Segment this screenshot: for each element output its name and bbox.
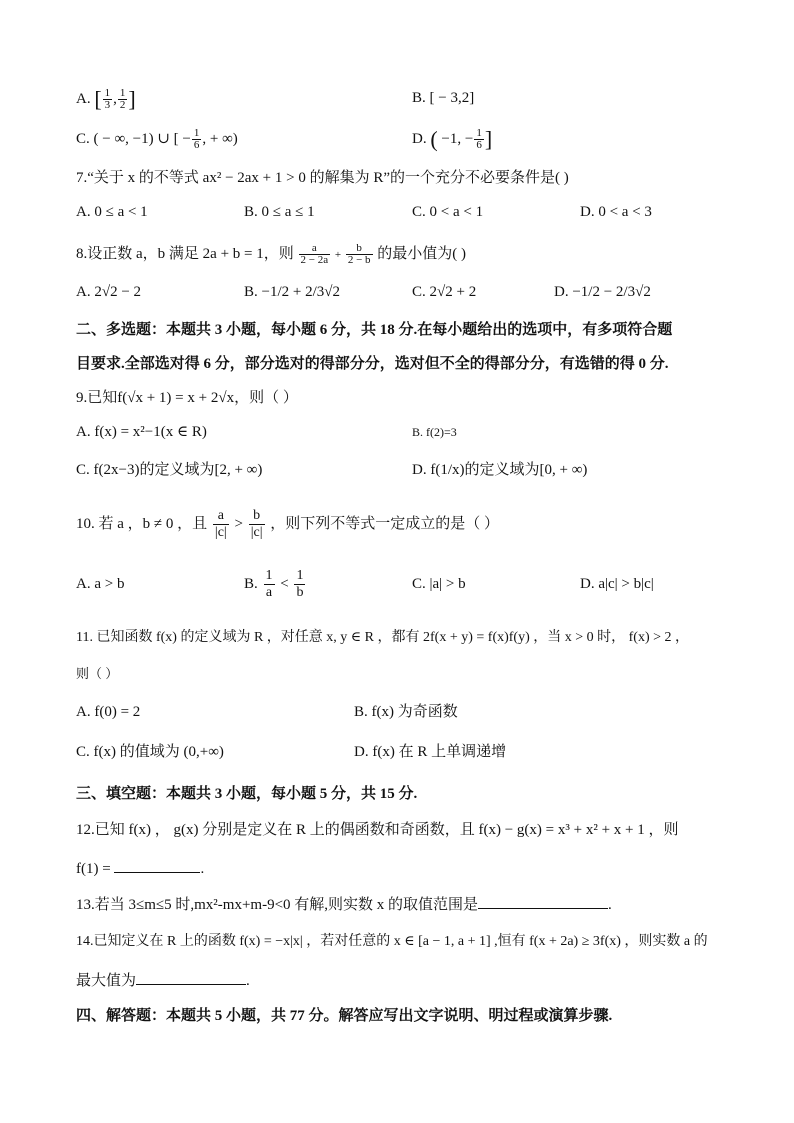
q11-option-d: D. f(x) 在 R 上单调递增: [354, 744, 507, 760]
q13-post: .: [608, 897, 612, 913]
q9-stem: 9.已知f(√x + 1) = x + 2√x，则（ ）: [76, 390, 298, 406]
q11-stem-line2: 则（ ）: [76, 666, 119, 681]
q10-stem: [76, 504, 499, 544]
q13-answer-blank[interactable]: [478, 894, 608, 909]
q11-option-c: C. f(x) 的值域为 (0,+∞): [76, 744, 224, 760]
q10-b-frac1-den: a: [264, 584, 275, 601]
q13-line: [76, 894, 612, 915]
q8-option-a: A. 2√2 − 2: [76, 284, 142, 300]
q6-option-a-label: A.: [76, 90, 91, 107]
q9-option-c: C. f(2x−3)的定义域为[2, + ∞): [76, 462, 263, 478]
q8-stem-pre: 8.设正数 a，b 满足 2a + b = 1，则: [76, 246, 294, 262]
section2-heading-line1: 二、多选题：本题共 3 小题，每小题 6 分，共 18 分.在每小题给出的选项中，有多项符合题: [76, 322, 673, 338]
q10-gt: >: [234, 516, 243, 532]
q12-line2-pre: f(1) =: [76, 861, 111, 877]
q10-option-c: C. |a| > b: [412, 576, 466, 592]
q8-option-c: C. 2√2 + 2: [412, 284, 477, 300]
q6-option-c-label: C.: [76, 130, 90, 147]
q10-frac1-den: |c|: [214, 525, 227, 541]
q7-option-d: D. 0 < a < 3: [580, 204, 652, 220]
q6-option-b-label: B.: [412, 90, 426, 106]
q8-frac2-den: 2 − b: [347, 254, 371, 267]
q6-option-a: A. [ $\frac{1}{3}$ , $\frac{1}{2}$ ]: [76, 86, 136, 112]
q14-line1: 14.已知定义在 R 上的函数 f(x) = −x|x| ，若对任意的 x ∈ [a − 1, a + 1] ,恒有 f(x + 2a) ≥ 3f(x) ，则实数 a 的: [76, 934, 708, 949]
q7-option-b: B. 0 ≤ a ≤ 1: [244, 204, 315, 220]
q10-option-d: D. a|c| > b|c|: [580, 576, 654, 592]
q8-frac2-num: b: [356, 242, 362, 255]
q7-stem: 7.“关于 x 的不等式 ax² − 2ax + 1 > 0 的解集为 R”的一个充分不必要条件是( ): [76, 170, 569, 186]
q8-option-d: D. −1/2 − 2/3√2: [554, 284, 651, 300]
q10-option-b: [244, 564, 307, 604]
q10-b-frac1-num: 1: [265, 568, 273, 584]
q11-option-a: A. f(0) = 2: [76, 704, 141, 720]
q14-line2-post: .: [246, 973, 250, 989]
q14-line2: [76, 970, 250, 991]
q10-b-frac2-num: 1: [296, 568, 304, 584]
q8-frac1-den: 2 − 2a: [300, 254, 329, 267]
q10-b-frac2-den: b: [296, 585, 304, 601]
q10-frac1-num: a: [217, 508, 224, 524]
q8-plus: +: [334, 249, 342, 261]
q13-pre: 13.若当 3≤m≤5 时,mx²-mx+m-9<0 有解,则实数 x 的取值范围是: [76, 897, 479, 913]
q9-option-d: D. f(1/x)的定义域为[0, + ∞): [412, 462, 588, 478]
q10-b-lt: <: [280, 576, 289, 592]
q7-option-a: A. 0 ≤ a < 1: [76, 204, 148, 220]
q12-line1: 12.已知 f(x) ， g(x) 分别是定义在 R 上的偶函数和奇函数，且 f(x) − g(x) = x³ + x² + x + 1 ，则: [76, 822, 679, 838]
q7-option-c: C. 0 < a < 1: [412, 204, 484, 220]
q8-stem: [76, 236, 466, 273]
section2-heading-line2: 目要求.全部选对得 6 分，部分选对的得部分分，选对但不全的得部分分，有选错的得 0 分.: [76, 356, 669, 372]
q8-stem-post: 的最小值为( ): [377, 246, 467, 262]
section3-heading: 三、填空题：本题共 3 小题，每小题 5 分，共 15 分.: [76, 786, 418, 802]
q11-option-b: B. f(x) 为奇函数: [354, 704, 458, 720]
q6-option-b-text: [ − 3,2]: [429, 90, 475, 106]
q12-line2-post: .: [200, 861, 205, 877]
q6-option-d-label: D.: [412, 130, 427, 147]
q6-option-b: [412, 88, 474, 108]
q9-option-a: A. f(x) = x²−1(x ∈ R): [76, 424, 207, 440]
q14-line2-pre: 最大值为: [76, 973, 137, 989]
q10-frac2-num: b: [253, 508, 261, 524]
q14-answer-blank[interactable]: [136, 970, 246, 985]
q6-option-d: D. ( −1, − $\frac{1}{6}$ ]: [412, 126, 493, 152]
q10-frac2-den: |c|: [250, 525, 263, 541]
q12-answer-blank[interactable]: [114, 858, 200, 873]
q12-line2: [76, 858, 204, 879]
q6-option-c: C. ( − ∞, −1) ∪ [ − $\frac{1}{6}$ , + ∞): [76, 127, 238, 151]
section4-heading: 四、解答题：本题共 5 小题，共 77 分。解答应写出文字说明、明过程或演算步骤.: [76, 1008, 613, 1024]
q8-frac1-num: a: [311, 242, 317, 255]
q10-stem-post: ，则下列不等式一定成立的是（ ）: [270, 516, 500, 532]
q10-option-b-label: B.: [244, 576, 258, 592]
q10-stem-pre: 10. 若 a ，b ≠ 0 ，且: [76, 516, 208, 532]
q9-option-b: B. f(2)=3: [412, 425, 457, 439]
q10-option-a: A. a > b: [76, 576, 125, 592]
q8-option-b: B. −1/2 + 2/3√2: [244, 284, 340, 300]
q11-stem-line1: 11. 已知函数 f(x) 的定义域为 R ，对任意 x, y ∈ R ，都有 2f(x + y) = f(x)f(y) ，当 x > 0 时， f(x) > 2 ，: [76, 630, 690, 645]
